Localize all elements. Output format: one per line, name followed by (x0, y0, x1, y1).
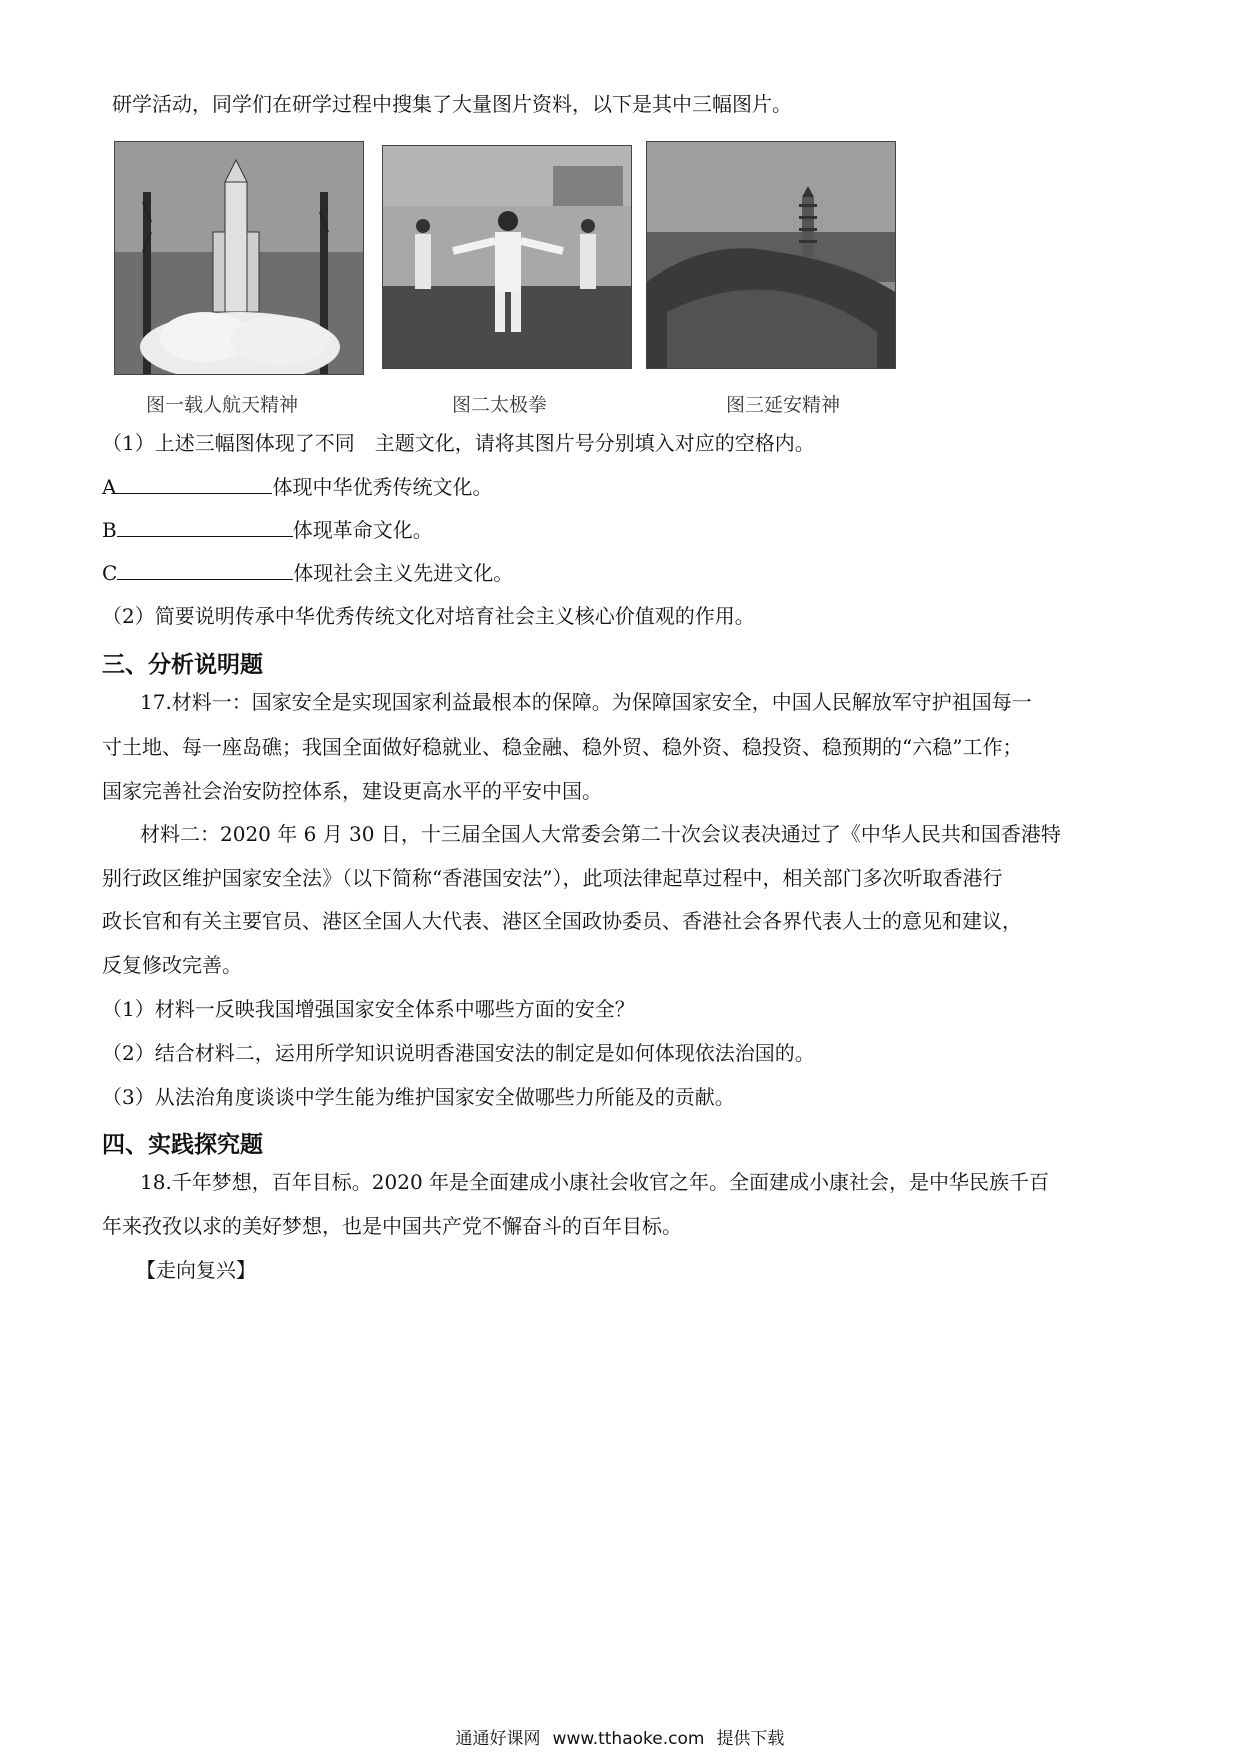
section-3-heading: 三、分析说明题 (102, 652, 263, 678)
q18-line: 18.千年梦想，百年目标。2020 年是全面建成小康社会收官之年。全面建成小康社会，是中华民族千百 (140, 1170, 1050, 1194)
footer-note: 提供下载 (716, 1729, 785, 1749)
blank-text: 体现革命文化。 (292, 518, 433, 542)
q17-material1-line: 寸土地、每一座岛礁；我国全面做好稳就业、稳金融、稳外贸、稳外资、稳投资、稳预期的“六稳”工作； (102, 735, 1023, 759)
rocket-launch-image (114, 141, 364, 375)
footer-site: 通通好课网 (455, 1729, 541, 1749)
q17-material1-line: 17.材料一：国家安全是实现国家利益最根本的保障。为保障国家安全，中国人民解放军守护祖国每一 (140, 690, 1032, 714)
figure-2-caption: 图二太极拳 (452, 394, 548, 416)
q17-material2-line: 别行政区维护国家安全法》（以下简称“香港国安法”），此项法律起草过程中，相关部门多次听取香港行 (102, 866, 1003, 890)
q17-question-1: （1）材料一反映我国增强国家安全体系中哪些方面的安全？ (102, 997, 635, 1021)
blank-row-c (102, 561, 513, 585)
blank-text: 体现中华优秀传统文化。 (272, 475, 493, 499)
q18-subheading: 【走向复兴】 (136, 1258, 256, 1282)
question-16-1: （1）上述三幅图体现了不同 主题文化，请将其图片号分别填入对应的空格内。 (102, 431, 815, 455)
q17-question-3: （3）从法治角度谈谈中学生能为维护国家安全做哪些力所能及的贡献。 (102, 1085, 735, 1109)
q17-material1-line: 国家完善社会治安防控体系，建设更高水平的平安中国。 (102, 779, 602, 803)
footer-url[interactable]: www.tthaoke.com (552, 1729, 705, 1749)
blank-row-b (102, 518, 433, 542)
blank-letter: B (102, 518, 117, 542)
answer-blank-c[interactable] (117, 561, 293, 580)
blank-letter: C (102, 561, 118, 585)
blank-text: 体现社会主义先进文化。 (293, 561, 514, 585)
page-footer (0, 1724, 1240, 1749)
answer-blank-a[interactable] (116, 475, 272, 494)
q17-material2-line: 材料二：2020 年 6 月 30 日，十三届全国人大常委会第二十次会议表决通过了《中华人民共和国香港特 (140, 822, 1061, 846)
q17-material2-line: 政长官和有关主要官员、港区全国人大代表、港区全国政协委员、香港社会各界代表人士的意见和建议， (102, 909, 1022, 933)
section-4-heading: 四、实践探究题 (102, 1132, 263, 1158)
q17-question-2: （2）结合材料二，运用所学知识说明香港国安法的制定是如何体现依法治国的。 (102, 1041, 815, 1065)
figure-1-caption: 图一载人航天精神 (146, 394, 299, 416)
q18-line: 年来孜孜以求的美好梦想，也是中国共产党不懈奋斗的百年目标。 (102, 1214, 682, 1238)
pagoda-hill-image (646, 141, 896, 369)
blank-row-a (102, 475, 492, 499)
q17-material2-line: 反复修改完善。 (102, 953, 242, 977)
figure-3-caption: 图三延安精神 (726, 394, 841, 416)
tai-chi-image (382, 145, 632, 369)
question-16-2: （2）简要说明传承中华优秀传统文化对培育社会主义核心价值观的作用。 (102, 604, 755, 628)
blank-letter: A (102, 475, 117, 499)
intro-text: 研学活动，同学们在研学过程中搜集了大量图片资料，以下是其中三幅图片。 (112, 92, 792, 116)
answer-blank-b[interactable] (117, 518, 293, 537)
